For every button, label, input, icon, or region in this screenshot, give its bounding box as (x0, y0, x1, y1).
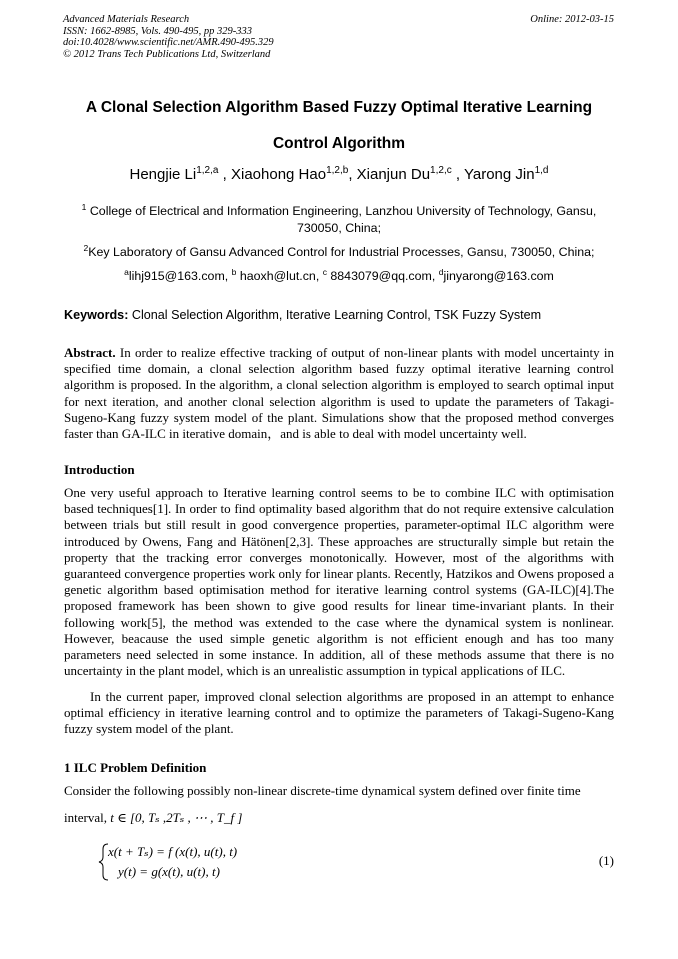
email-separator: , (431, 269, 439, 283)
affiliation-text: Key Laboratory of Gansu Advanced Control for Industrial Processes, Gansu, 730050, China; (88, 245, 595, 259)
abstract-text: In order to realize effective tracking of output of non-linear plants with model uncertainty in specified time domain, a clonal selection algorithm based fuzzy optimal iterative learning control algorithm is proposed. In the algorithm, a clonal selection algorithm is employed to search optimal input for next iteration, and another clonal selection algorithm is used to update the parameters of Takagi-Sugeno-Kang fuzzy system model of the plant. Simulations show that the proposed method converges faster than GA-ILC in iterative domain，and is able to deal with model uncertainty well. (64, 345, 614, 442)
keywords (64, 308, 614, 323)
interval-math: t ∈ [0, Tₛ ,2Tₛ , ⋯ , T_f ] (110, 810, 243, 825)
keywords-label: Keywords: (64, 308, 129, 322)
email-mark: a (124, 267, 129, 277)
author-affiliation-mark: 1,2,a (196, 165, 219, 176)
author-affiliation-mark: 1,d (534, 165, 549, 176)
doi-line: doi:10.4028/www.scientific.net/AMR.490-495.329 (63, 37, 274, 49)
abstract-label: Abstract. (64, 345, 116, 360)
author-name: Xianjun Du (356, 166, 431, 183)
author-separator: , (348, 166, 357, 183)
online-date: Online: 2012-03-15 (530, 14, 614, 25)
email-mark: c (322, 267, 327, 277)
affiliation-1 (60, 203, 618, 237)
author-name: Yarong Jin (463, 166, 535, 183)
email-address[interactable]: 8843079@qq.com (326, 269, 432, 283)
introduction-paragraph-2: In the current paper, improved clonal selection algorithms are proposed in an attempt to enhance optimal efficiency in iterative learning control and to optimize the parameters of Takagi-Sugeno-Kang fuzzy system model of the plant. (64, 689, 614, 737)
author-affiliation-mark: 1,2,c (430, 165, 452, 176)
title-line-1: A Clonal Selection Algorithm Based Fuzzy Optimal Iterative Learning (85, 99, 593, 116)
affiliation-mark: 1 (81, 202, 87, 212)
affiliation-mark: 2 (83, 243, 89, 253)
author-list (60, 166, 618, 184)
paper-title (60, 90, 618, 162)
author-affiliation-mark: 1,2,b (326, 165, 349, 176)
email-mark: b (231, 267, 237, 277)
introduction-paragraph-1: One very useful approach to Iterative learning control seems to be to combine ILC with optimisation based techniques[1]. In order to find optimality based algorithm that do not require extensive calculation between trials but still result in good convergence properties, parameter-optimal ILC algorithm were introduced by Owens, Fang and Hätönen[2,3]. These approaches are structurally simple but retain the property that the tracking error converges monotonically. However, most of the algorithms with guaranteed convergence properties work only for linear plants. Recently, Hatzikos and Owens proposed a genetic algorithm based optimisation method for iterative learning control systems (GA-ILC)[4].The proposed framework has been shown to give good results for linear time-invariant plants. In their following work[5], the method was extended to the case where the dynamical system is nonlinear. However, beacause the used simple genetic algorithm is not efficient enough and has too many parameters need selected in some instance. In addition, all of these methods assume that there is no uncertainty in the plant model, which is an unrealistic assumption in typical applications of ILC. (64, 485, 614, 679)
email-mark: d (438, 267, 444, 277)
journal-header (63, 14, 274, 60)
email-address[interactable]: jinyarong@163.com (443, 269, 554, 283)
abstract (64, 345, 614, 442)
issn-line: ISSN: 1662-8985, Vols. 490-495, pp 329-333 (63, 25, 252, 37)
section-1-heading: 1 ILC Problem Definition (64, 760, 207, 775)
author-separator: , (451, 166, 464, 183)
email-address[interactable]: haoxh@lut.cn (236, 269, 316, 283)
section-1-paragraph: Consider the following possibly non-linear discrete-time dynamical system defined over finite time (64, 783, 581, 798)
email-address[interactable]: lihj915@163.com (128, 269, 225, 283)
author-name: Xiaohong Hao (230, 166, 327, 183)
affiliation-2 (60, 244, 618, 261)
affiliation-text: College of Electrical and Information Engineering, Lanzhou University of Technology, Gansu, 730050, China; (86, 204, 597, 235)
equation-line-1: x(t + Tₛ) = f (x(t), u(t), t) (108, 844, 238, 859)
author-name: Hengjie Li (129, 166, 197, 183)
introduction-heading: Introduction (64, 462, 135, 477)
equation-line-2: y(t) = g(x(t), u(t), t) (118, 864, 220, 879)
equation-1 (98, 842, 278, 882)
author-separator: , (218, 166, 231, 183)
email-separator: , (315, 269, 323, 283)
keywords-text: Clonal Selection Algorithm, Iterative Learning Control, TSK Fuzzy System (128, 308, 542, 322)
equation-number: (1) (598, 853, 614, 868)
copyright-line: © 2012 Trans Tech Publications Ltd, Switzerland (63, 48, 271, 60)
email-list (60, 268, 618, 285)
interval-line (64, 810, 242, 826)
title-line-2: Control Algorithm (272, 135, 405, 152)
email-separator: , (224, 269, 232, 283)
journal-name: Advanced Materials Research (63, 14, 190, 25)
interval-label: interval, (64, 810, 111, 825)
